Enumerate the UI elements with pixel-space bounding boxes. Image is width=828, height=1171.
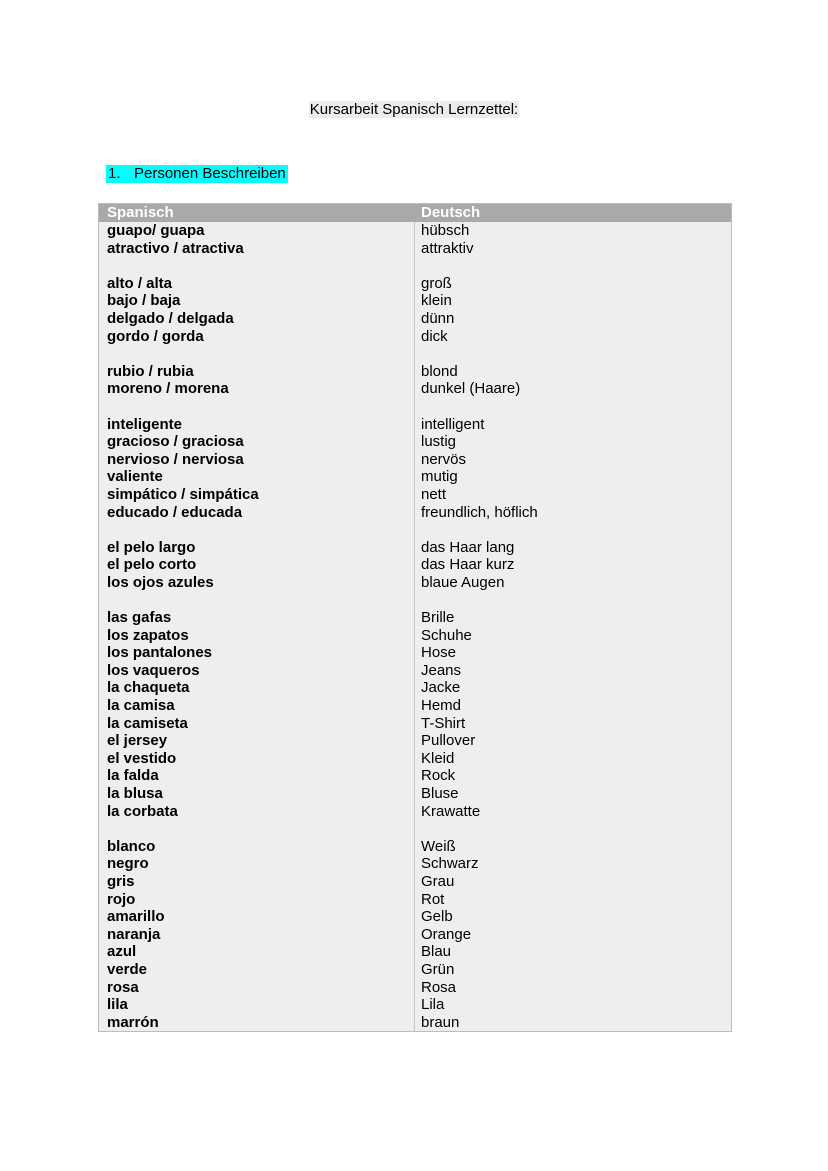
header-spanish: Spanisch <box>107 204 174 221</box>
spanish-term: la chaqueta <box>107 679 190 697</box>
german-translation: das Haar lang <box>421 538 515 556</box>
table-row <box>99 380 731 398</box>
spanish-term: valiente <box>107 468 163 486</box>
table-row <box>99 873 731 891</box>
german-translation: Rot <box>421 890 445 908</box>
section-heading <box>106 165 288 183</box>
german-translation: mutig <box>421 468 458 486</box>
german-translation: blaue Augen <box>421 573 505 591</box>
table-row <box>99 451 731 469</box>
group-spacer <box>99 591 731 609</box>
table-row <box>99 926 731 944</box>
spanish-term: alto / alta <box>107 274 173 292</box>
table-row <box>99 644 731 662</box>
german-translation: Hemd <box>421 697 462 715</box>
spanish-term: la falda <box>107 767 159 785</box>
german-translation: klein <box>421 292 452 310</box>
table-row <box>99 732 731 750</box>
spanish-term: el pelo corto <box>107 556 197 574</box>
spanish-term: rubio / rubia <box>107 362 194 380</box>
table-row <box>99 961 731 979</box>
table-row <box>99 662 731 680</box>
spanish-term: educado / educada <box>107 503 243 521</box>
table-row <box>99 838 731 856</box>
spanish-term: la corbata <box>107 802 178 820</box>
group-spacer <box>99 521 731 539</box>
spanish-term: gordo / gorda <box>107 327 204 345</box>
german-translation: Pullover <box>421 732 476 750</box>
spanish-term: la camiseta <box>107 714 188 732</box>
table-row <box>99 416 731 434</box>
german-translation: Jacke <box>421 679 461 697</box>
section-title: Personen Beschreiben <box>134 165 286 182</box>
spanish-term: el vestido <box>107 749 177 767</box>
spanish-term: guapo/ guapa <box>107 222 205 239</box>
group-spacer <box>99 345 731 363</box>
spanish-term: blanco <box>107 837 156 855</box>
table-row <box>99 504 731 522</box>
spanish-term: los zapatos <box>107 626 189 644</box>
german-translation: freundlich, höflich <box>421 503 538 521</box>
table-row <box>99 979 731 997</box>
table-row <box>99 292 731 310</box>
german-translation: hübsch <box>421 222 470 239</box>
german-translation: Orange <box>421 925 472 943</box>
spanish-term: verde <box>107 960 148 978</box>
spanish-term: marrón <box>107 1013 159 1031</box>
german-translation: Rosa <box>421 978 457 996</box>
table-row <box>99 803 731 821</box>
german-translation: dick <box>421 327 448 345</box>
table-row <box>99 996 731 1014</box>
table-row <box>99 908 731 926</box>
table-row <box>99 363 731 381</box>
table-row <box>99 715 731 733</box>
spanish-term: los pantalones <box>107 644 213 662</box>
german-translation: groß <box>421 274 452 292</box>
german-translation: dünn <box>421 309 455 327</box>
german-translation: Lila <box>421 996 445 1014</box>
german-translation: Jeans <box>421 661 462 679</box>
section-number: 1. <box>108 165 121 182</box>
spanish-term: delgado / delgada <box>107 309 234 327</box>
german-translation: Grün <box>421 960 455 978</box>
group-spacer <box>99 257 731 275</box>
spanish-term: el jersey <box>107 732 168 750</box>
spanish-term: la camisa <box>107 697 175 715</box>
german-translation: Hose <box>421 644 457 662</box>
table-row <box>99 222 731 240</box>
spanish-term: la blusa <box>107 785 163 802</box>
spanish-term: bajo / baja <box>107 292 181 310</box>
german-translation: Weiß <box>421 837 456 855</box>
german-translation: Schwarz <box>421 855 479 873</box>
spanish-term: las gafas <box>107 609 172 627</box>
spanish-term: azul <box>107 943 137 961</box>
table-row <box>99 855 731 873</box>
german-translation: lustig <box>421 433 457 451</box>
spanish-term: naranja <box>107 925 161 943</box>
spanish-term: amarillo <box>107 908 165 926</box>
table-row <box>99 627 731 645</box>
german-translation: Rock <box>421 767 456 785</box>
table-row <box>99 275 731 293</box>
german-translation: Grau <box>421 872 455 890</box>
spanish-term: el pelo largo <box>107 538 196 556</box>
table-row <box>99 240 731 258</box>
german-translation: Gelb <box>421 908 453 926</box>
german-translation: nervös <box>421 450 467 468</box>
spanish-term: moreno / morena <box>107 380 229 398</box>
table-header <box>99 204 731 222</box>
vocabulary-table <box>98 203 732 1032</box>
table-body <box>99 222 731 1031</box>
german-translation: blond <box>421 362 458 380</box>
table-row <box>99 750 731 768</box>
table-row <box>99 468 731 486</box>
german-translation: dunkel (Haare) <box>421 380 521 398</box>
german-translation: T-Shirt <box>421 714 466 732</box>
group-spacer <box>99 398 731 416</box>
german-translation: das Haar kurz <box>421 556 515 574</box>
table-row <box>99 539 731 557</box>
table-row <box>99 574 731 592</box>
spanish-term: inteligente <box>107 415 183 433</box>
table-row <box>99 310 731 328</box>
german-translation: braun <box>421 1013 460 1031</box>
document-title <box>0 101 828 119</box>
german-translation: intelligent <box>421 415 485 433</box>
spanish-term: nervioso / nerviosa <box>107 450 244 468</box>
table-row <box>99 697 731 715</box>
table-row <box>99 556 731 574</box>
german-translation: Blau <box>421 943 452 961</box>
table-row <box>99 891 731 909</box>
table-row <box>99 767 731 785</box>
table-row <box>99 486 731 504</box>
spanish-term: rosa <box>107 978 139 996</box>
column-divider <box>414 222 415 1031</box>
table-row <box>99 328 731 346</box>
table-row <box>99 1014 731 1032</box>
spanish-term: gracioso / graciosa <box>107 433 244 451</box>
spanish-term: simpático / simpática <box>107 485 259 503</box>
german-translation: attraktiv <box>421 239 474 257</box>
table-row <box>99 433 731 451</box>
spanish-term: rojo <box>107 890 136 908</box>
german-translation: Bluse <box>421 785 459 802</box>
german-translation: Krawatte <box>421 802 481 820</box>
spanish-term: negro <box>107 855 149 873</box>
spanish-term: lila <box>107 996 128 1014</box>
table-row <box>99 943 731 961</box>
table-row <box>99 609 731 627</box>
table-row <box>99 785 731 803</box>
spanish-term: los vaqueros <box>107 661 200 679</box>
spanish-term: atractivo / atractiva <box>107 239 244 257</box>
german-translation: Kleid <box>421 749 455 767</box>
group-spacer <box>99 820 731 838</box>
german-translation: nett <box>421 485 447 503</box>
header-german: Deutsch <box>421 204 481 221</box>
spanish-term: los ojos azules <box>107 573 214 591</box>
german-translation: Schuhe <box>421 626 472 644</box>
german-translation: Brille <box>421 609 455 627</box>
document-title-text: Kursarbeit Spanisch Lernzettel: <box>309 101 519 118</box>
table-row <box>99 679 731 697</box>
spanish-term: gris <box>107 872 135 890</box>
